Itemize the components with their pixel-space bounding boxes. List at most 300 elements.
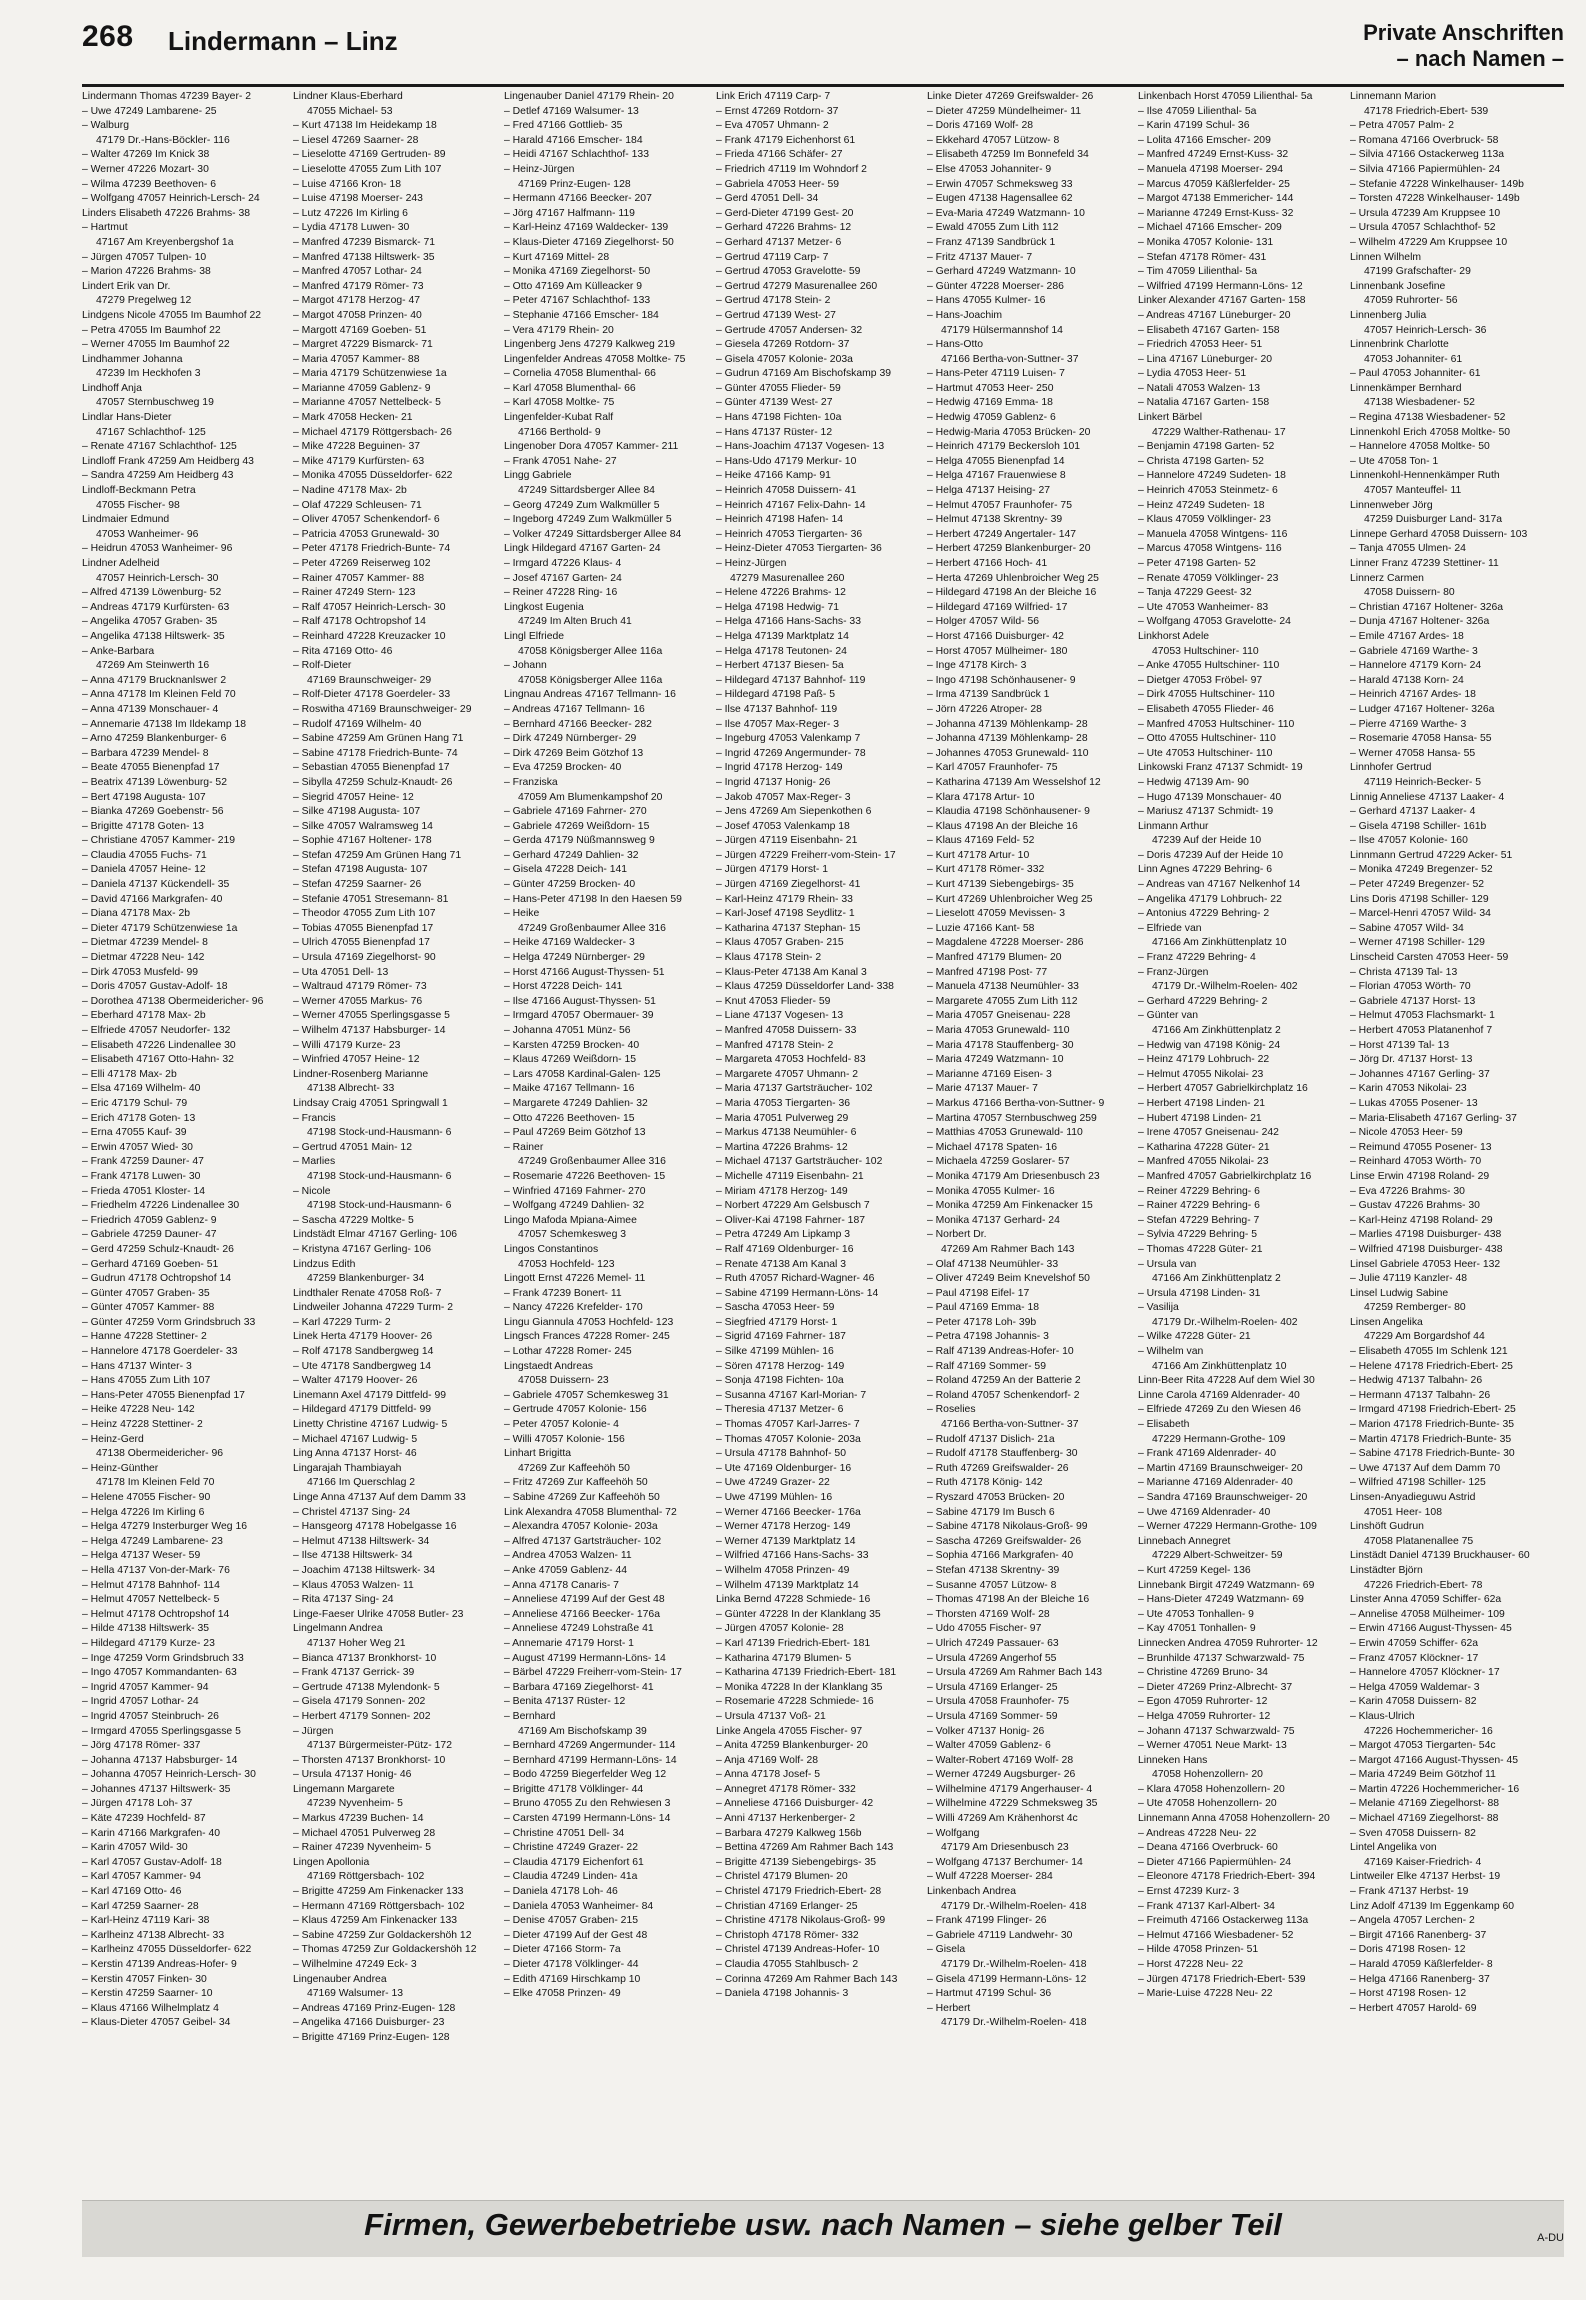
directory-entry: – Franz-Jürgen xyxy=(1138,966,1209,978)
directory-entry: – Tim 47059 Lilienthal- 5a xyxy=(1138,266,1257,278)
directory-entry: – Walter 47269 Im Knick 38 xyxy=(82,149,210,161)
directory-entry: – Renate 47138 Am Kanal 3 xyxy=(716,1258,846,1270)
directory-entry: – Rita 47169 Otto- 46 xyxy=(293,645,393,657)
directory-entry: – Margareta 47053 Hochfeld- 83 xyxy=(716,1054,866,1066)
directory-entry: – Irmgard 47226 Klaus- 4 xyxy=(504,558,622,569)
directory-entry: – Manuela 47198 Moerser- 294 xyxy=(1138,163,1283,175)
directory-entry: 47249 Im Alten Bruch 41 xyxy=(518,616,632,628)
directory-entry: – Herta 47269 Uhlenbroicher Weg 25 xyxy=(927,572,1099,584)
directory-entry: Linkowski Franz 47137 Schmidt- 19 xyxy=(1138,762,1303,774)
directory-entry: Lingkost Eugenia xyxy=(504,601,584,613)
directory-entry: – Gisela 47198 Schiller- 161b xyxy=(1350,820,1487,832)
directory-entry: – Johanna 47051 Münz- 56 xyxy=(504,1025,631,1036)
directory-entry: 47057 Schemkesweg 3 xyxy=(518,1229,627,1241)
directory-entry: – Dieter 47269 Prinz-Albrecht- 37 xyxy=(1138,1681,1293,1693)
directory-entry: – Margarete 47057 Uhmann- 2 xyxy=(716,1068,859,1080)
directory-entry: – Hilde 47058 Prinzen- 51 xyxy=(1138,1944,1259,1956)
directory-entry: – Markus 47138 Neumühler- 6 xyxy=(716,1127,857,1139)
directory-entry: – Hannelore 47057 Klöckner- 17 xyxy=(1350,1667,1500,1679)
directory-entry: – Gabriela 47053 Heer- 59 xyxy=(716,178,840,190)
directory-entry: – Ursula 47058 Fraunhofer- 75 xyxy=(927,1696,1070,1708)
directory-entry: – Fred 47166 Gottlieb- 35 xyxy=(504,120,623,132)
directory-entry: – Knut 47053 Flieder- 59 xyxy=(716,995,831,1007)
directory-entry: – Manfred 47249 Ernst-Kuss- 32 xyxy=(1138,149,1289,161)
directory-entry: Linhart Brigitta xyxy=(504,1448,571,1460)
directory-entry: – Harald 47138 Korn- 24 xyxy=(1350,674,1464,686)
directory-entry: – Nicole xyxy=(293,1185,331,1197)
directory-entry: – Florian 47053 Wörth- 70 xyxy=(1350,981,1471,993)
directory-entry: – Wilfried 47198 Duisburger- 438 xyxy=(1350,1243,1503,1255)
directory-entry: Lingos Constantinos xyxy=(504,1243,599,1255)
directory-entry: – Klara 47058 Hohenzollern- 20 xyxy=(1138,1783,1285,1795)
directory-entry: – Markus 47239 Buchen- 14 xyxy=(293,1813,424,1825)
directory-entry: – Werner 47198 Schiller- 129 xyxy=(1350,937,1485,949)
directory-entry: – Klara 47178 Artur- 10 xyxy=(927,791,1035,803)
directory-entry: – Elfriede 47269 Zu den Wiesen 46 xyxy=(1138,1404,1301,1416)
directory-entry: Lingo Mafoda Mpiana-Aimee xyxy=(504,1214,637,1226)
directory-entry: – Werner 47055 Markus- 76 xyxy=(293,995,423,1007)
directory-entry: – Hildegard 47169 Wilfried- 17 xyxy=(927,601,1068,613)
directory-entry: – Pierre 47169 Warthe- 3 xyxy=(1350,718,1467,730)
directory-entry: – Daniela 47137 Kückendell- 35 xyxy=(82,879,230,891)
directory-entry: – Anni 47137 Herkenberger- 2 xyxy=(716,1813,856,1825)
directory-entry: – Thomas 47057 Kolonie- 203a xyxy=(716,1433,861,1445)
directory-entry: – Johanna 47139 Möhlenkamp- 28 xyxy=(927,733,1088,745)
directory-entry: – Wilhelmine 47229 Schmeksweg 35 xyxy=(927,1798,1098,1810)
directory-entry: – Wilhelm 47058 Prinzen- 49 xyxy=(716,1564,850,1576)
directory-entry: – Ursula 47137 Honig- 46 xyxy=(293,1769,412,1781)
directory-entry: – Maria 47057 Kammer- 88 xyxy=(293,353,420,365)
page-footer xyxy=(82,2200,1564,2257)
directory-entry: – Siegrid 47057 Heine- 12 xyxy=(293,791,414,803)
directory-entry: – Hermann 47166 Beecker- 207 xyxy=(504,193,652,205)
directory-entry: – Monika 47259 Am Finkenacker 15 xyxy=(927,1200,1093,1212)
directory-entry: – Otto 47055 Hultschiner- 110 xyxy=(1138,733,1276,745)
directory-entry: Linke Dieter 47269 Greifswalder- 26 xyxy=(927,91,1094,102)
directory-entry: – Petra 47249 Am Lipkamp 3 xyxy=(716,1229,851,1241)
directory-entry: – Sascha 47053 Heer- 59 xyxy=(716,1302,835,1314)
directory-entry: 47198 Stock-und-Hausmann- 6 xyxy=(307,1200,452,1212)
directory-entry: – Wilfried 47166 Hans-Sachs- 33 xyxy=(716,1550,869,1562)
directory-entry: 47226 Hochemmericher- 16 xyxy=(1364,1725,1493,1737)
directory-entry: – Gerd 47051 Dell- 34 xyxy=(716,193,819,205)
directory-entry: – Jörg 47178 Römer- 337 xyxy=(82,1740,201,1752)
directory-entry: – Stefan 47229 Behring- 7 xyxy=(1138,1214,1260,1226)
directory-entry: – Sandra 47259 Am Heidberg 43 xyxy=(82,470,234,482)
section-heading-line2: – nach Namen – xyxy=(1396,46,1564,71)
directory-entry: – Werner 47249 Augsburger- 26 xyxy=(927,1769,1076,1781)
directory-entry: – Friedrich 47053 Heer- 51 xyxy=(1138,339,1263,351)
directory-entry: – Gisela 47228 Deich- 141 xyxy=(504,864,628,876)
directory-entry: – Ursula 47269 Angerhof 55 xyxy=(927,1652,1057,1664)
directory-entry: – Antonius 47229 Behring- 2 xyxy=(1138,908,1270,920)
directory-entry: – Michael 47169 Ziegelhorst- 88 xyxy=(1350,1813,1499,1825)
directory-entry: 47269 Am Steinwerth 16 xyxy=(96,660,210,672)
directory-entry: Linnenkämper Bernhard xyxy=(1350,382,1462,394)
directory-entry: Linge Anna 47137 Auf dem Damm 33 xyxy=(293,1492,466,1503)
directory-entry: – Frank 47199 Flinger- 26 xyxy=(927,1915,1047,1927)
directory-entry: – Peter 47167 Schlachthof- 133 xyxy=(504,295,651,307)
directory-entry: – Eric 47179 Schul- 79 xyxy=(82,1097,188,1109)
directory-entry: – Herbert 47137 Biesen- 5a xyxy=(716,660,844,672)
directory-entry: – Stefanie 47051 Stresemann- 81 xyxy=(293,893,449,905)
directory-entry: – Wilma 47239 Beethoven- 6 xyxy=(82,178,217,190)
directory-entry: – Reiner 47228 Ring- 16 xyxy=(504,587,618,599)
directory-entry: – Elisabeth 47167 Otto-Hahn- 32 xyxy=(82,1054,234,1066)
directory-entry: – Klaus 47259 Düsseldorfer Land- 338 xyxy=(716,981,894,993)
directory-entry: – Jürgen 47119 Eisenbahn- 21 xyxy=(716,835,858,847)
directory-entry: – Karlheinz 47055 Düsseldorfer- 622 xyxy=(82,1944,252,1956)
directory-entry: Linnenweber Jörg xyxy=(1350,499,1433,511)
directory-entry: – Volker 47249 Sittardsberger Allee 84 xyxy=(504,528,682,540)
directory-entry: – Ingeborg 47249 Zum Walkmüller 5 xyxy=(504,514,672,526)
directory-entry: – Dirk 47053 Musfeld- 99 xyxy=(82,966,199,978)
directory-entry: – Otto 47169 Am Külleacker 9 xyxy=(504,280,643,292)
directory-entry: – Sascha 47269 Greifswalder- 26 xyxy=(927,1535,1082,1547)
directory-entry: – Helmut 47166 Wiesbadener- 52 xyxy=(1138,1929,1294,1941)
directory-entry: – Maria 47051 Pulverweg 29 xyxy=(716,1112,849,1124)
directory-entry: – Marion 47178 Friedrich-Bunte- 35 xyxy=(1350,1419,1515,1431)
directory-entry: 47166 Bertha-von-Suttner- 37 xyxy=(941,353,1079,365)
directory-entry: – Franziska xyxy=(504,776,558,788)
directory-entry: – Elke 47058 Prinzen- 49 xyxy=(504,1988,621,2000)
directory-entry: – Luise 47166 Kron- 18 xyxy=(293,178,402,190)
directory-entry: – Lydia 47053 Heer- 51 xyxy=(1138,368,1247,380)
directory-entry: – Hedwig-Maria 47053 Brücken- 20 xyxy=(927,426,1091,438)
directory-entry: – Sabine 47269 Zur Kaffeehöh 50 xyxy=(504,1492,660,1503)
directory-entry: – Monika 47055 Düsseldorfer- 622 xyxy=(293,470,453,482)
directory-entry: 47279 Masurenallee 260 xyxy=(730,572,845,584)
directory-entry: – Hartmut xyxy=(82,222,128,234)
directory-entry: 47167 Schlachthof- 125 xyxy=(96,426,206,438)
directory-entry: – Ilse 47137 Bahnhof- 119 xyxy=(716,703,838,715)
directory-entry: 47051 Heer- 108 xyxy=(1364,1506,1442,1518)
directory-entry: – Kurt 47138 Im Heidekamp 18 xyxy=(293,120,437,132)
directory-entry: – Stefanie 47228 Winkelhauser- 149b xyxy=(1350,178,1524,190)
directory-entry: Linnmann Gertrud 47229 Acker- 51 xyxy=(1350,849,1513,861)
directory-entry: – Rosemarie 47228 Schmiede- 16 xyxy=(716,1696,874,1708)
directory-entry: Lingott Ernst 47226 Memel- 11 xyxy=(504,1273,646,1285)
directory-entry: – Johann xyxy=(504,660,547,672)
directory-entry: Lindner Adelheid xyxy=(82,558,160,569)
directory-entry: – Günter 47259 Brocken- 40 xyxy=(504,879,636,891)
directory-entry: – Gabriele 47269 Weißdorn- 15 xyxy=(504,820,650,832)
directory-entry: – Dorothea 47138 Obermeidericher- 96 xyxy=(82,995,264,1007)
directory-entry: – Heinz-Günther xyxy=(82,1462,159,1474)
directory-entry: – Michael 47179 Röttgersbach- 26 xyxy=(293,426,452,438)
directory-entry: – Hermann 47137 Talbahn- 26 xyxy=(1350,1389,1491,1401)
directory-entry: – Kurt 47169 Mittel- 28 xyxy=(504,251,610,263)
directory-entry: 47166 Am Zinkhüttenplatz 2 xyxy=(1152,1025,1281,1036)
directory-entry: – Helga 47249 Nürnberger- 29 xyxy=(504,952,645,964)
directory-entry: – Karl-Heinz 47198 Roland- 29 xyxy=(1350,1214,1493,1226)
directory-entry: – Frank 47239 Bonert- 11 xyxy=(504,1287,622,1299)
directory-entry: – Joachim 47138 Hiltswerk- 34 xyxy=(293,1564,436,1576)
directory-entry: – Anna 47179 Brucknanlswег 2 xyxy=(82,674,227,686)
directory-entry: – Kristyna 47167 Gerling- 106 xyxy=(293,1243,432,1255)
directory-entry: – Dieter 47166 Papiermühlen- 24 xyxy=(1138,1856,1292,1868)
directory-entry: – Angelika 47138 Hiltswerk- 35 xyxy=(82,630,225,642)
directory-entry: – Rosemarie 47226 Beethoven- 15 xyxy=(504,1170,666,1182)
directory-entry: – Ursula van xyxy=(1138,1258,1197,1270)
directory-entry: Linnenbank Josefine xyxy=(1350,280,1446,292)
directory-entry: – Sascha 47229 Moltke- 5 xyxy=(293,1214,414,1226)
directory-entry: – Maria 47179 Schützenwiese 1a xyxy=(293,368,447,380)
directory-entry: 47055 Michael- 53 xyxy=(307,105,393,117)
directory-entry: 47166 Am Zinkhüttenplatz 10 xyxy=(1152,1360,1287,1372)
directory-entry: – Friedrich 47059 Gablenz- 9 xyxy=(82,1214,217,1226)
directory-entry: – Barbara 47169 Ziegelhorst- 41 xyxy=(504,1681,654,1693)
directory-entry: – Margot 47138 Emmericher- 144 xyxy=(1138,193,1294,205)
directory-entry: 47053 Hochfeld- 123 xyxy=(518,1258,615,1270)
directory-entry: – Horst 47166 Duisburger- 42 xyxy=(927,630,1064,642)
directory-entry: – Hildegard 47198 Paß- 5 xyxy=(716,689,835,701)
directory-entry: – Uwe 47199 Mühlen- 16 xyxy=(716,1492,833,1503)
directory-entry: Lingsch Frances 47228 Romer- 245 xyxy=(504,1331,670,1343)
directory-entry: 47179 Dr.-Wilhelm-Roelen- 418 xyxy=(941,1959,1087,1970)
directory-entry: – Natalia 47167 Garten- 158 xyxy=(1138,397,1270,409)
directory-entry: – Lieselott 47059 Mevissen- 3 xyxy=(927,908,1066,920)
directory-entry: Linnenberg Julia xyxy=(1350,309,1427,321)
directory-entry: – Heinz 47249 Sudeten- 18 xyxy=(1138,499,1265,511)
directory-entry: – Claudia 47249 Linden- 41a xyxy=(504,1871,638,1883)
directory-entry: – Lutz 47226 Im Kirling 6 xyxy=(293,207,408,219)
directory-entry: – Otto 47226 Beethoven- 15 xyxy=(504,1112,635,1124)
directory-entry: – Monika 47249 Bregenzer- 52 xyxy=(1350,864,1493,876)
directory-entry: – Karl-Heinz 47119 Kari- 38 xyxy=(82,1915,210,1927)
directory-entry: Lindthaler Renate 47058 Roß- 7 xyxy=(293,1287,442,1299)
directory-entry: – Walter 47179 Hoover- 26 xyxy=(293,1375,418,1387)
directory-entry: Linnen Wilhelm xyxy=(1350,251,1422,263)
directory-entry: – Nadine 47178 Max- 2b xyxy=(293,485,407,497)
directory-entry: 47229 Walther-Rathenau- 17 xyxy=(1152,426,1286,438)
directory-entry: – Dietmar 47228 Neu- 142 xyxy=(82,952,205,964)
directory-entry: – Wilhelm 47229 Am Kruppsee 10 xyxy=(1350,236,1508,248)
directory-entry: – Heinrich 47058 Duissern- 41 xyxy=(716,485,857,497)
directory-entry: – Paul 47198 Eifel- 17 xyxy=(927,1287,1030,1299)
directory-entry: – Wilhelmine 47179 Angerhauser- 4 xyxy=(927,1783,1093,1795)
directory-entry: – Hedwig 47139 Am- 90 xyxy=(1138,776,1249,788)
directory-entry: – Mike 47228 Beguinen- 37 xyxy=(293,441,421,453)
directory-entry: – Dieter 47178 Völklinger- 44 xyxy=(504,1959,639,1970)
directory-entry: – Daniela 47198 Johannis- 3 xyxy=(716,1988,849,2000)
directory-entry: – Vasilija xyxy=(1138,1302,1179,1314)
directory-entry: Lindzus Edith xyxy=(293,1258,356,1270)
directory-entry: – Maria 47249 Beim Götzhof 11 xyxy=(1350,1769,1496,1781)
directory-entry: – Maria 47053 Tiergarten- 36 xyxy=(716,1097,851,1109)
directory-entry: – Natali 47053 Walzen- 13 xyxy=(1138,382,1261,394)
directory-entry: Linemann Axel 47179 Dittfeld- 99 xyxy=(293,1389,447,1401)
directory-entry: 47229 Hermann-Grothe- 109 xyxy=(1152,1433,1286,1445)
directory-entry: – Paul 47269 Beim Götzhof 13 xyxy=(504,1127,646,1139)
directory-entry: – Margot 47053 Tiergarten- 54c xyxy=(1350,1740,1496,1752)
footer-code: A-DU xyxy=(1537,2232,1564,2244)
directory-entry: – Anna 47139 Monschauer- 4 xyxy=(82,703,219,715)
directory-entry: 47053 Wanheimer- 96 xyxy=(96,528,199,540)
directory-entry: – Thomas 47228 Güter- 21 xyxy=(1138,1243,1263,1255)
directory-entry: – Sabine 47057 Wild- 34 xyxy=(1350,922,1464,934)
directory-entry: – Daniela 47178 Loh- 46 xyxy=(504,1886,618,1898)
directory-entry: – Ralf 47169 Sommer- 59 xyxy=(927,1360,1046,1372)
directory-entry: – Benjamin 47198 Garten- 52 xyxy=(1138,441,1275,453)
directory-entry: Linkhorst Adele xyxy=(1138,630,1210,642)
directory-entry: – Ilse 47057 Max-Reger- 3 xyxy=(716,718,840,730)
directory-entry: – Ute 47053 Hultschiner- 110 xyxy=(1138,747,1273,759)
directory-entry: – Wolfgang 47249 Dahlien- 32 xyxy=(504,1200,645,1212)
directory-entry: – Karl 47169 Otto- 46 xyxy=(82,1886,182,1898)
directory-entry: – Kerstin 47259 Saarner- 10 xyxy=(82,1988,213,2000)
directory-entry: – Silvia 47166 Papiermühlen- 24 xyxy=(1350,163,1501,175)
directory-entry: – Monika 47055 Kulmer- 16 xyxy=(927,1185,1055,1197)
directory-entry: – Ursula 47198 Linden- 31 xyxy=(1138,1287,1261,1299)
directory-entry: – Margarete 47055 Zum Lith 112 xyxy=(927,995,1078,1007)
directory-entry: – Kurt 47178 Römer- 332 xyxy=(927,864,1045,876)
directory-entry: – Doris 47239 Auf der Heide 10 xyxy=(1138,849,1283,861)
directory-entry: – Kerstin 47057 Finken- 30 xyxy=(82,1973,207,1985)
directory-entry: Linge-Faeser Ulrike 47058 Butler- 23 xyxy=(293,1608,464,1620)
directory-entry: – Dietmar 47239 Mendel- 8 xyxy=(82,937,208,949)
directory-entry: – Anke 47055 Hultschiner- 110 xyxy=(1138,660,1280,672)
directory-entry: – Josef 47167 Garten- 24 xyxy=(504,572,622,584)
directory-entry: – Friedhelm 47226 Lindenallee 30 xyxy=(82,1200,240,1212)
directory-entry: Linn Agnes 47229 Behring- 6 xyxy=(1138,864,1273,876)
directory-entry: – Jürgen 47057 Tulpen- 10 xyxy=(82,251,207,263)
directory-entry: – Gerda 47179 Nüßmannsweg 9 xyxy=(504,835,655,847)
directory-entry: – Theodor 47055 Zum Lith 107 xyxy=(293,908,436,920)
directory-entry: – Gabriele 47137 Horst- 13 xyxy=(1350,995,1476,1007)
directory-entry: – Elsa 47169 Wilhelm- 40 xyxy=(82,1083,201,1095)
directory-entry: – Ernst 47269 Rotdorn- 37 xyxy=(716,105,839,117)
directory-entry: – Helga 47166 Ranenberg- 37 xyxy=(1350,1973,1490,1985)
directory-entry: – Claudia 47055 Stahlbusch- 2 xyxy=(716,1959,859,1970)
directory-entry: – Hildegard 47179 Dittfeld- 99 xyxy=(293,1404,432,1416)
directory-entry: – Stefan 47138 Skrentny- 39 xyxy=(927,1564,1060,1576)
directory-entry: 47166 Im Querschlag 2 xyxy=(307,1477,416,1489)
directory-entry: – Ingrid 47057 Kammer- 94 xyxy=(82,1681,209,1693)
directory-entry: – Manfred 47057 Lothar- 24 xyxy=(293,266,422,278)
directory-entry: 47169 Röttgersbach- 102 xyxy=(307,1871,425,1883)
directory-entry: 47169 Prinz-Eugen- 128 xyxy=(518,178,631,190)
directory-entry: 47138 Wiesbadener- 52 xyxy=(1364,397,1475,409)
directory-entry: – Angelika 47179 Lohbruch- 22 xyxy=(1138,893,1282,905)
directory-entry: – Heinz-Dieter 47053 Tiergarten- 36 xyxy=(716,543,882,555)
directory-entry: – Hildegard 47179 Kurze- 23 xyxy=(82,1637,215,1649)
directory-entry: – Ruth 47178 König- 142 xyxy=(927,1477,1043,1489)
directory-entry: – Bert 47198 Augusta- 107 xyxy=(82,791,206,803)
directory-entry: – Herbert 47179 Sonnen- 202 xyxy=(293,1710,431,1722)
directory-entry: – Rainer xyxy=(504,1141,544,1153)
directory-entry: Lingemann Margarete xyxy=(293,1783,395,1795)
directory-entry: – Gerhard 47226 Brahms- 12 xyxy=(716,222,852,234)
directory-entry: – Sabine 47259 Am Grünen Hang 71 xyxy=(293,733,464,745)
directory-entry: – Thomas 47057 Karl-Jarres- 7 xyxy=(716,1419,860,1431)
directory-entry: – Rainer 47239 Nyvenheim- 5 xyxy=(293,1842,432,1854)
directory-entry: – Annelise 47058 Mülheimer- 109 xyxy=(1350,1608,1505,1620)
directory-entry: – Uwe 47137 Auf dem Damm 70 xyxy=(1350,1462,1501,1474)
directory-entry: – Helmut 47138 Skrentny- 39 xyxy=(927,514,1063,526)
directory-entry: – Horst 47139 Tal- 13 xyxy=(1350,1039,1450,1051)
directory-entry: – Angela 47057 Lerchen- 2 xyxy=(1350,1915,1475,1927)
directory-entry: 47249 Großenbaumer Allee 316 xyxy=(518,1156,666,1168)
directory-entry: – Rolf-Dieter 47178 Goerdeler- 33 xyxy=(293,689,451,701)
directory-entry: – Wilhelm 47137 Habsburger- 14 xyxy=(293,1025,446,1036)
directory-entry: 47058 Duissern- 23 xyxy=(518,1375,609,1387)
directory-column-3 xyxy=(504,90,709,2163)
directory-entry: – Giesela 47269 Rotdorn- 37 xyxy=(716,339,850,351)
directory-entry: – Manfred 47138 Hiltswerk- 35 xyxy=(293,251,435,263)
directory-entry: – Daniela 47057 Heine- 12 xyxy=(82,864,206,876)
directory-entry: 47279 Pregelweg 12 xyxy=(96,295,192,307)
directory-entry: Linn-Beer Rita 47228 Auf dem Wiel 30 xyxy=(1138,1375,1315,1387)
directory-entry: – Reiner 47229 Behring- 6 xyxy=(1138,1185,1260,1197)
directory-entry: Lindmaier Edmund xyxy=(82,514,170,526)
directory-entry: Linnecken Andrea 47059 Ruhrorter- 12 xyxy=(1138,1637,1318,1649)
directory-entry: – Dirk 47249 Nürnberger- 29 xyxy=(504,733,637,745)
directory-entry: – Bernhard 47199 Hermann-Löns- 14 xyxy=(504,1754,677,1766)
directory-entry: – Ingrid 47057 Steinbruch- 26 xyxy=(82,1710,219,1722)
directory-entry: 47058 Königsberger Allee 116a xyxy=(518,645,663,657)
directory-entry: – Hannelore 47249 Sudeten- 18 xyxy=(1138,470,1286,482)
directory-entry: 47269 Zur Kaffeehöh 50 xyxy=(518,1462,630,1474)
directory-entry: – Günter 47259 Vorm Grindsbruch 33 xyxy=(82,1316,256,1328)
directory-entry: – Dunja 47167 Holtener- 326a xyxy=(1350,616,1490,628)
directory-entry: – Hannelore 47179 Korn- 24 xyxy=(1350,660,1482,672)
directory-entry: – Annemarie 47179 Horst- 1 xyxy=(504,1637,634,1649)
directory-entry: Lindgens Nicole 47055 Im Baumhof 22 xyxy=(82,309,262,321)
directory-entry: – Rudolf 47137 Dislich- 21a xyxy=(927,1433,1055,1445)
directory-entry: – Günter 47057 Kammer- 88 xyxy=(82,1302,215,1314)
directory-entry: – Roland 47259 An der Batterie 2 xyxy=(927,1375,1081,1387)
directory-entry: – Stefan 47259 Am Grünen Hang 71 xyxy=(293,849,462,861)
directory-entry: – Sven 47058 Duissern- 82 xyxy=(1350,1827,1476,1839)
directory-entry: – Irene 47057 Gneisenau- 242 xyxy=(1138,1127,1279,1139)
directory-entry: – Bianka 47269 Goebenstr- 56 xyxy=(82,806,224,818)
directory-entry: Linker Alexander 47167 Garten- 158 xyxy=(1138,295,1306,307)
directory-entry: – Manfred 47179 Blumen- 20 xyxy=(927,952,1062,964)
directory-entry: – Hannelore 47058 Moltke- 50 xyxy=(1350,441,1490,453)
directory-entry: – Ursula 47169 Erlanger- 25 xyxy=(927,1681,1058,1693)
directory-entry: – Sylvia 47229 Behring- 5 xyxy=(1138,1229,1257,1241)
directory-entry: – Gustav 47226 Brahms- 30 xyxy=(1350,1200,1480,1212)
directory-entry: – Benita 47137 Rüster- 12 xyxy=(504,1696,626,1708)
directory-entry: – Heike xyxy=(504,908,540,920)
directory-entry: – Helmut 47178 Bahnhof- 114 xyxy=(82,1579,220,1591)
directory-entry: – Elfriede 47057 Neudorfer- 132 xyxy=(82,1025,231,1036)
directory-entry: – Vera 47179 Rhein- 20 xyxy=(504,324,614,336)
directory-entry: – Claudia 47179 Eichenfort 61 xyxy=(504,1856,644,1868)
directory-entry: – Helga 47055 Bienenpfad 14 xyxy=(927,455,1065,467)
directory-entry: – Frieda 47166 Schäfer- 27 xyxy=(716,149,843,161)
directory-entry: – Brigitte 47169 Prinz-Eugen- 128 xyxy=(293,2031,450,2043)
directory-entry: – Elisabeth xyxy=(1138,1419,1190,1431)
directory-entry: – Karl-Heinz 47169 Waldecker- 139 xyxy=(504,222,669,234)
directory-entry: – Theresia 47137 Metzer- 6 xyxy=(716,1404,844,1416)
directory-entry: 47249 Großenbaumer Allee 316 xyxy=(518,922,666,934)
directory-entry: – Birgit 47166 Ranenberg- 37 xyxy=(1350,1929,1487,1941)
directory-entry: – Carsten 47199 Hermann-Löns- 14 xyxy=(504,1813,671,1825)
directory-entry: – Claudia 47055 Fuchs- 71 xyxy=(82,849,207,861)
directory-entry: 47138 Obermeidericher- 96 xyxy=(96,1448,224,1460)
directory-entry: – Marcus 47058 Wintgens- 116 xyxy=(1138,543,1282,555)
directory-entry: – Renate 47059 Völklinger- 23 xyxy=(1138,572,1279,584)
directory-entry: – Gerhard 47249 Dahlien- 32 xyxy=(504,849,639,861)
directory-entry: – Bianca 47137 Bronkhorst- 10 xyxy=(293,1652,437,1664)
directory-entry: – Ursula 47169 Ziegelhorst- 90 xyxy=(293,952,436,964)
directory-entry: – Elisabeth 47167 Garten- 158 xyxy=(1138,324,1280,336)
directory-entry: – Willi 47057 Kolonie- 156 xyxy=(504,1433,625,1445)
directory-entry: Linnebank Birgit 47249 Watzmann- 69 xyxy=(1138,1579,1315,1591)
directory-entry: – Monika 47179 Am Driesenbusch 23 xyxy=(927,1170,1100,1182)
